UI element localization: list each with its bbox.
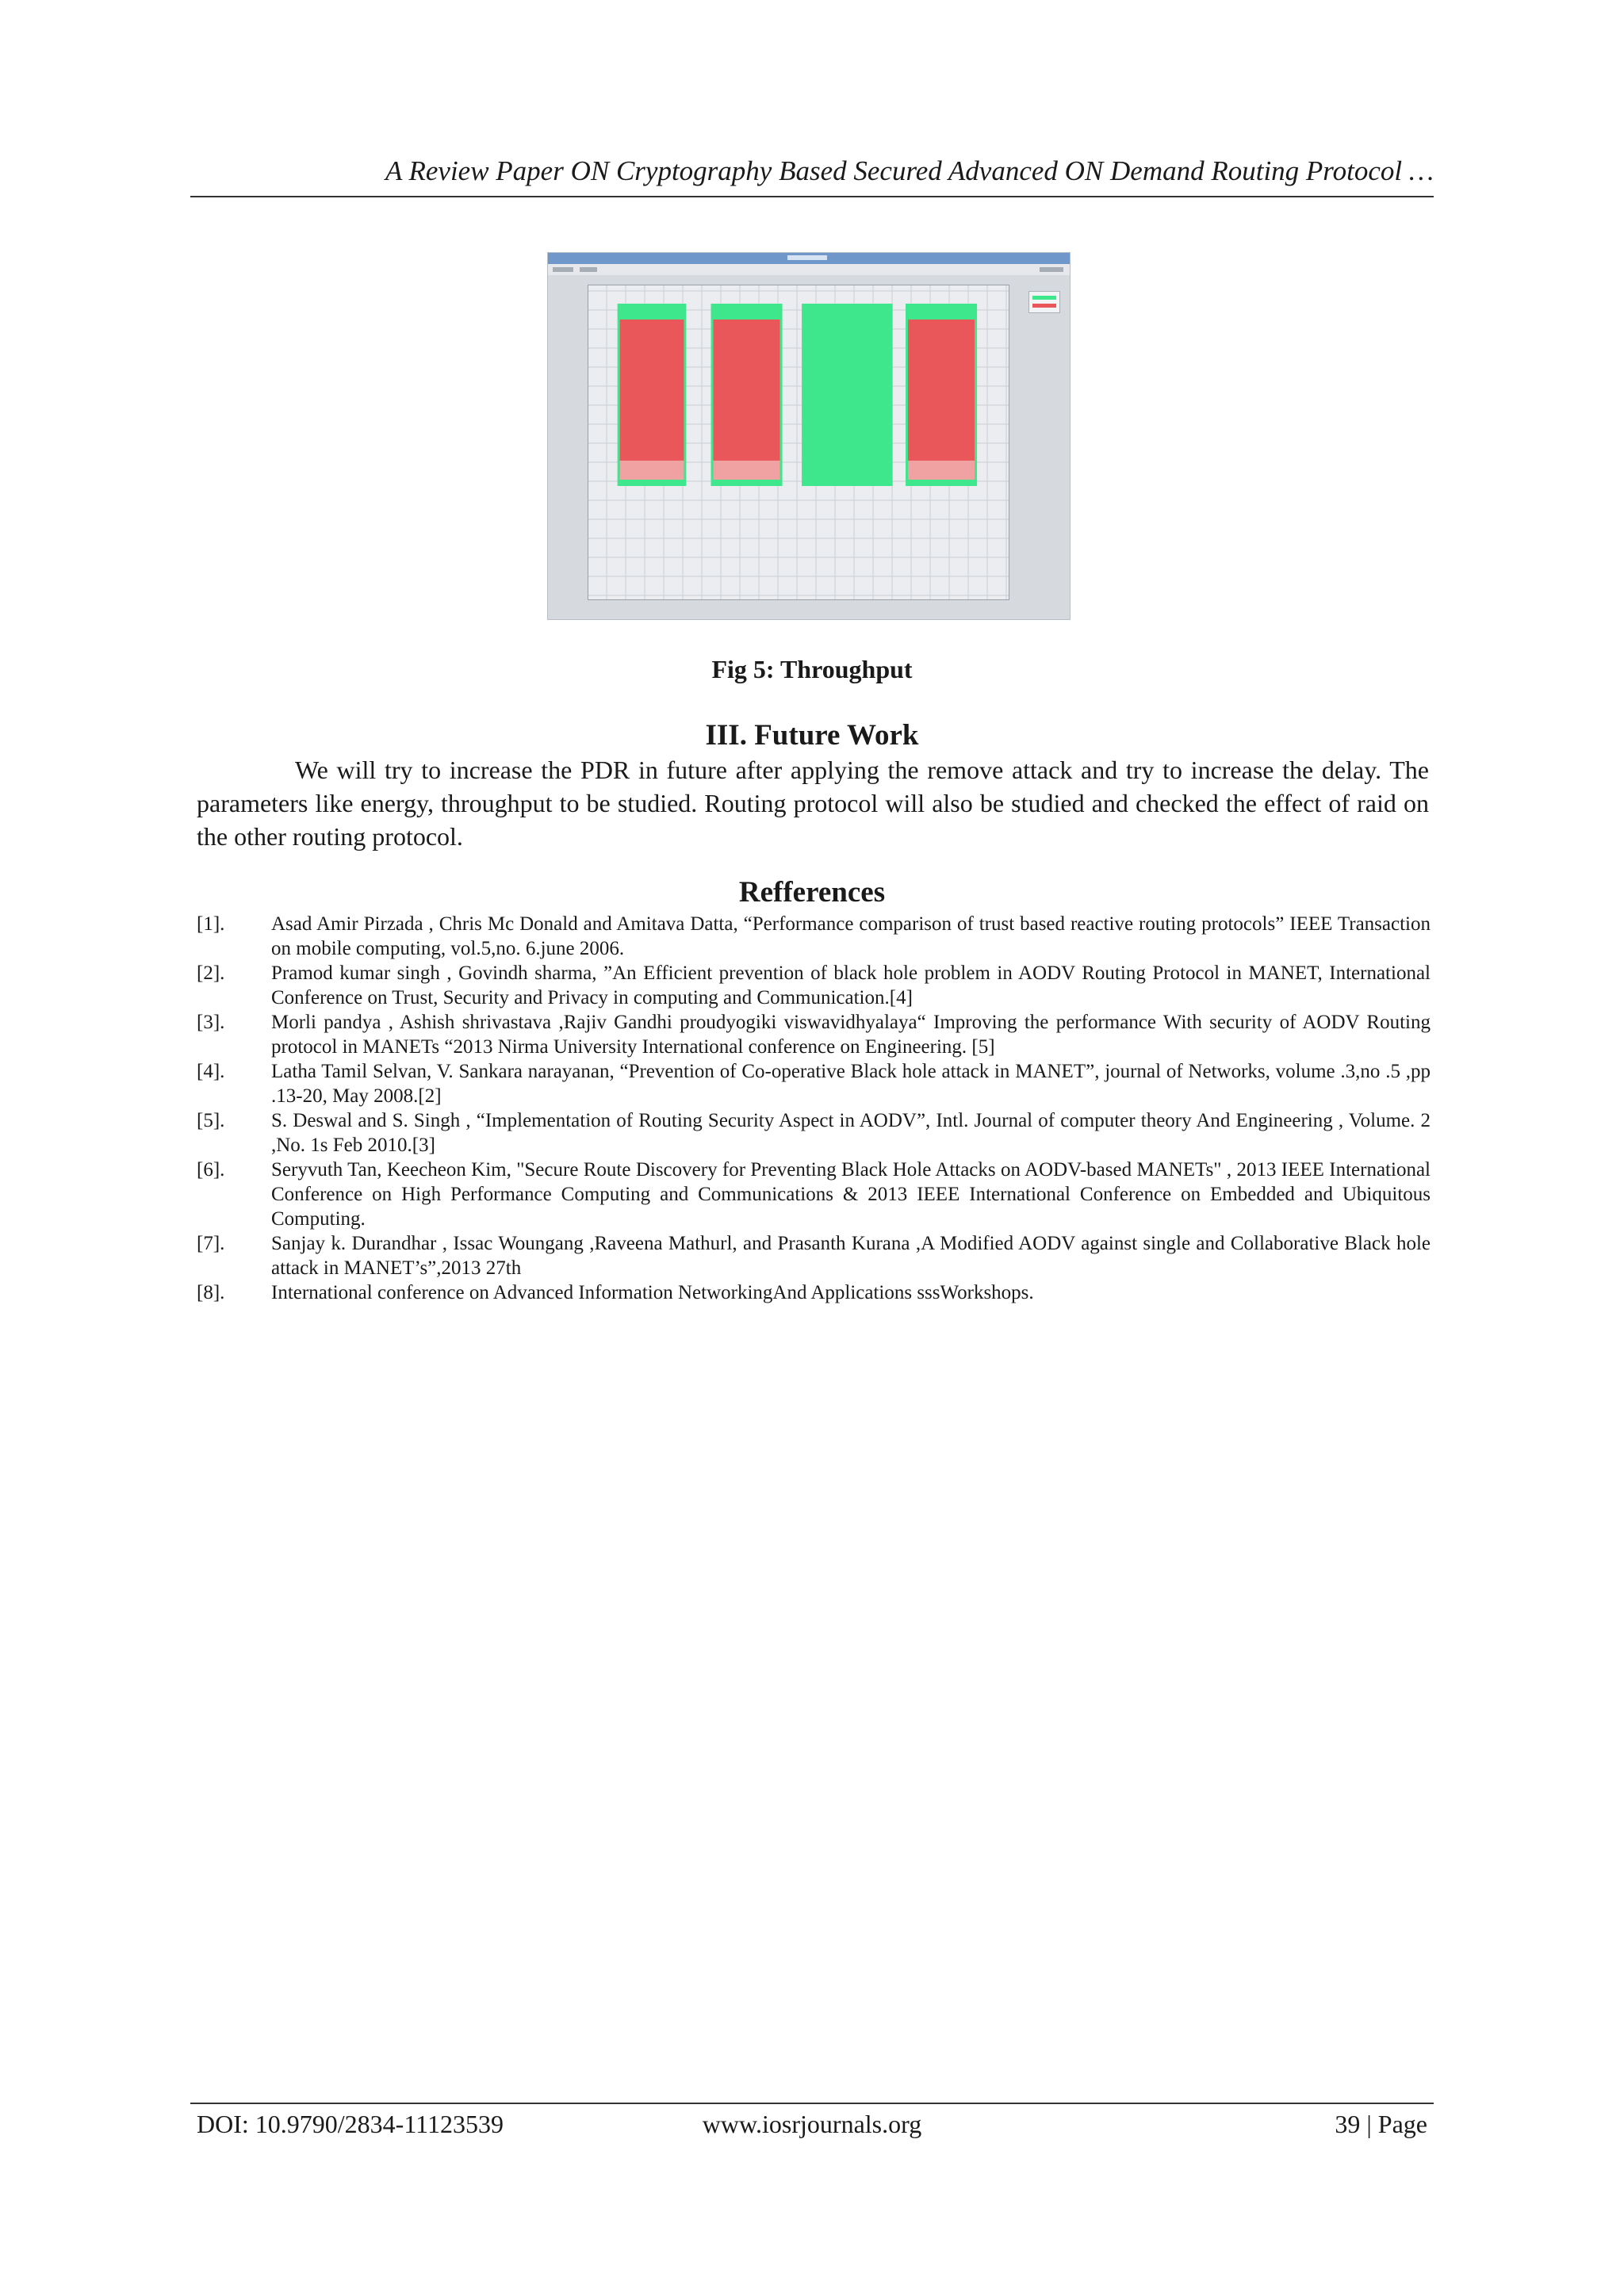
reference-text: Latha Tamil Selvan, V. Sankara narayanan, “Prevention of Co-operative Black hole attack in MANET”, journal of Networks, volume .3,no .5 ,pp .13-20, May 2008.[2] bbox=[271, 1061, 1431, 1107]
reference-item bbox=[197, 1231, 1431, 1280]
plot-band-red bbox=[620, 320, 684, 473]
footer-site: www.iosrjournals.org bbox=[702, 2110, 922, 2138]
reference-text: Sanjay k. Durandhar , Issac Woungang ,Raveena Mathurl, and Prasanth Kurana ,A Modified AODV against single and Collaborative Black hole attack in MANET’s”,2013 27th bbox=[271, 1233, 1431, 1279]
section-heading-future-work: III. Future Work bbox=[705, 719, 919, 752]
page-footer bbox=[197, 2107, 1427, 2141]
header-rule bbox=[190, 196, 1434, 197]
reference-text: Asad Amir Pirzada , Chris Mc Donald and Amitava Datta, “Performance comparison of trust based reactive routing protocols” IEEE Transaction on mobile computing, vol.5,no. 6.june 2006. bbox=[271, 913, 1431, 959]
reference-number: [6]. bbox=[197, 1159, 225, 1181]
reference-number: [3]. bbox=[197, 1012, 225, 1033]
throughput-plot-graphic bbox=[588, 285, 1009, 600]
reference-item bbox=[197, 1059, 1431, 1108]
reference-text: Pramod kumar singh , Govindh sharma, ”An Efficient prevention of black hole problem in AODV Routing Protocol in MANET, International Conference on Trust, Security and Privacy in computing and Communication.[4] bbox=[271, 962, 1431, 1008]
references-heading: Refferences bbox=[738, 876, 886, 909]
reference-number: [2]. bbox=[197, 962, 225, 984]
reference-text: S. Deswal and S. Singh , “Implementation of Routing Security Aspect in AODV”, Intl. Journal of computer theory And Engineering , Volume. 2 ,No. 1s Feb 2010.[3] bbox=[271, 1110, 1431, 1156]
plot-band-red-fade bbox=[714, 461, 780, 480]
footer-page-number: 39 | Page bbox=[1335, 2110, 1427, 2138]
reference-number: [5]. bbox=[197, 1110, 225, 1131]
throughput-figure bbox=[547, 252, 1071, 620]
reference-list bbox=[197, 912, 1431, 1305]
plot-band-red-fade bbox=[908, 461, 975, 480]
footer-doi: DOI: 10.9790/2834-11123539 bbox=[197, 2110, 504, 2138]
footer-rule bbox=[190, 2103, 1434, 2104]
reference-item bbox=[197, 1108, 1431, 1158]
plot-band-green bbox=[802, 304, 893, 486]
throughput-plot-area bbox=[588, 285, 1009, 600]
figure-window-menubar bbox=[548, 264, 1070, 275]
reference-number: [8]. bbox=[197, 1282, 225, 1303]
plot-band-red-fade bbox=[620, 461, 684, 480]
reference-number: [4]. bbox=[197, 1061, 225, 1082]
reference-item bbox=[197, 1158, 1431, 1231]
reference-item bbox=[197, 961, 1431, 1010]
reference-text: International conference on Advanced Information NetworkingAnd Applications sssWorkshops. bbox=[271, 1282, 1034, 1303]
figure-legend bbox=[1028, 291, 1060, 313]
running-title: A Review Paper ON Cryptography Based Secured Advanced ON Demand Routing Protocol … bbox=[385, 155, 1434, 186]
reference-number: [1]. bbox=[197, 913, 225, 935]
reference-text: Morli pandya , Ashish shrivastava ,Rajiv Gandhi proudyogiki viswavidhyalaya“ Improving the performance With security of AODV Routing protocol in MANETs “2013 Nirma University International conference on Engineering. [5] bbox=[271, 1012, 1431, 1058]
reference-number: [7]. bbox=[197, 1233, 225, 1254]
reference-text: Seryvuth Tan, Keecheon Kim, "Secure Route Discovery for Preventing Black Hole Attacks on AODV-based MANETs" , 2013 IEEE International Conference on High Performance Computing and Communications & 2013 IEEE International Conference on Embedded and Ubiquitous Computing. bbox=[271, 1159, 1431, 1230]
plot-band-red bbox=[714, 320, 780, 473]
figure-caption: Fig 5: Throughput bbox=[711, 655, 913, 683]
future-work-paragraph: We will try to increase the PDR in future after applying the remove attack and try to increase the delay. The parameters like energy, throughput to be studied. Routing protocol will also be studied and checked the effect of raid on the other routing protocol. bbox=[197, 756, 1429, 851]
reference-item bbox=[197, 912, 1431, 961]
reference-item bbox=[197, 1010, 1431, 1059]
plot-band-red bbox=[908, 320, 975, 473]
figure-window-titlebar bbox=[548, 253, 1070, 264]
reference-item bbox=[197, 1280, 1431, 1305]
